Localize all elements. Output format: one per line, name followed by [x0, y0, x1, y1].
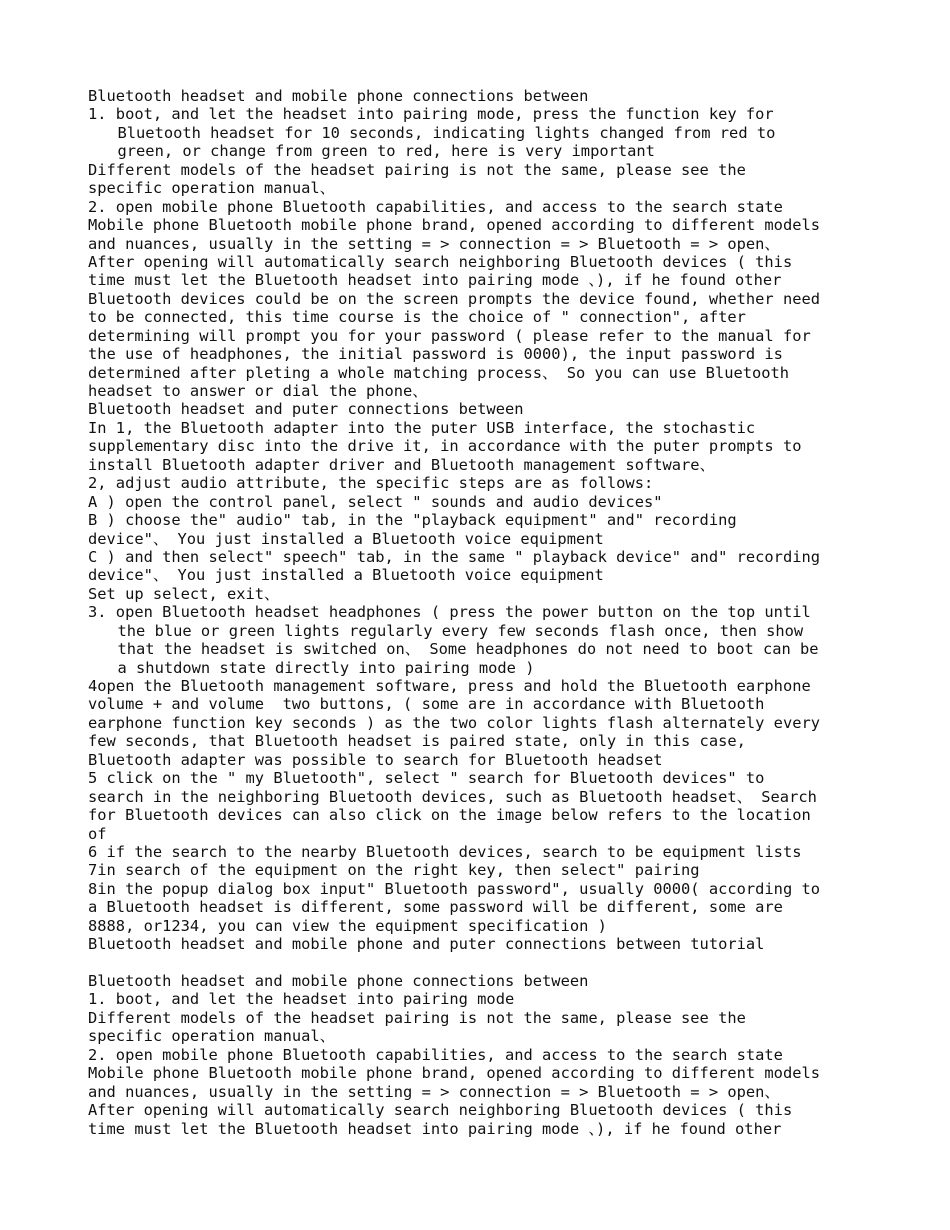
- text-line: to be connected, this time course is the choice of " connection", after: [88, 308, 746, 327]
- text-line: the use of headphones, the initial password is 0000), the input password is: [88, 345, 783, 364]
- text-line: A ) open the control panel, select " sounds and audio devices": [88, 492, 663, 511]
- text-line: After opening will automatically search neighboring Bluetooth devices ( this: [88, 1101, 793, 1120]
- text-line: 8888, or1234, you can view the equipment specification ): [88, 916, 607, 935]
- text-line: a shutdown state directly into pairing mode ): [117, 658, 535, 677]
- text-line: C ) and then select" speech" tab, in the same " playback device" and" recording: [88, 547, 821, 566]
- text-line: Bluetooth headset and mobile phone connections between: [88, 87, 589, 105]
- text-line: 5 click on the " my Bluetooth", select " search for Bluetooth devices" to: [88, 769, 765, 788]
- text-line: time must let the Bluetooth headset into pairing mode 、), if he found other: [88, 271, 782, 290]
- text-line: that the headset is switched on、 Some headphones do not need to boot can be: [117, 640, 819, 659]
- text-line: Bluetooth devices could be on the screen prompts the device found, whether need: [88, 289, 821, 308]
- text-line: for Bluetooth devices can also click on the image below refers to the location: [88, 806, 811, 825]
- text-line: 2. open mobile phone Bluetooth capabilities, and access to the search state: [88, 197, 783, 216]
- text-line: In 1, the Bluetooth adapter into the puter USB interface, the stochastic: [88, 418, 756, 437]
- text-line: and nuances, usually in the setting = > connection = > Bluetooth = > open、: [88, 234, 780, 253]
- text-line: Bluetooth headset and mobile phone connections between: [88, 972, 589, 990]
- text-line: 1. boot, and let the headset into pairing mode: [88, 990, 515, 1009]
- text-line: Bluetooth adapter was possible to search for Bluetooth headset: [88, 750, 663, 769]
- text-line: 3. open Bluetooth headset headphones ( press the power button on the top until: [88, 603, 811, 622]
- text-line: B ) choose the" audio" tab, in the "playback equipment" and" recording: [88, 511, 737, 530]
- text-line: search in the neighboring Bluetooth devices, such as Bluetooth headset、 Search: [88, 787, 817, 806]
- text-line: 8in the popup dialog box input" Bluetooth password", usually 0000( according to: [88, 879, 821, 898]
- text-line: device"、 You just installed a Bluetooth voice equipment: [88, 566, 604, 585]
- text-line: Bluetooth headset for 10 seconds, indicating lights changed from red to: [117, 123, 776, 142]
- text-line: specific operation manual、: [88, 1027, 336, 1046]
- text-line: headset to answer or dial the phone、: [88, 382, 428, 400]
- text-line: few seconds, that Bluetooth headset is paired state, only in this case,: [88, 732, 746, 751]
- text-line: device"、 You just installed a Bluetooth voice equipment: [88, 529, 604, 548]
- text-line: Mobile phone Bluetooth mobile phone brand, opened according to different models: [88, 216, 821, 235]
- text-line: Different models of the headset pairing is not the same, please see the: [88, 1008, 746, 1027]
- text-line: of: [88, 824, 107, 843]
- text-line: install Bluetooth adapter driver and Bluetooth management software、: [88, 455, 715, 474]
- text-line: green, or change from green to red, here is very important: [117, 142, 655, 161]
- text-line: and nuances, usually in the setting = > connection = > Bluetooth = > open、: [88, 1082, 780, 1101]
- text-line: 4open the Bluetooth management software, press and hold the Bluetooth earphone: [88, 677, 811, 695]
- text-line: 6 if the search to the nearby Bluetooth devices, search to be equipment lists: [88, 842, 802, 861]
- text-line: a Bluetooth headset is different, some password will be different, some are: [88, 898, 783, 917]
- text-line: volume + and volume two buttons, ( some are in accordance with Bluetooth: [88, 695, 765, 714]
- text-line: Mobile phone Bluetooth mobile phone brand, opened according to different models: [88, 1064, 821, 1083]
- text-line: time must let the Bluetooth headset into pairing mode 、), if he found other: [88, 1119, 782, 1138]
- text-line: Different models of the headset pairing is not the same, please see the: [88, 160, 746, 179]
- text-line: Set up select, exit、: [88, 584, 280, 603]
- blank-line: [88, 954, 888, 972]
- text-line: 1. boot, and let the headset into pairing mode, press the function key for: [88, 105, 774, 124]
- text-line: supplementary disc into the drive it, in accordance with the puter prompts to: [88, 437, 802, 456]
- text-line: 7in search of the equipment on the right key, then select" pairing: [88, 861, 700, 880]
- text-line: the blue or green lights regularly every few seconds flash once, then show: [117, 621, 804, 640]
- text-line: 2, adjust audio attribute, the specific steps are as follows:: [88, 474, 654, 493]
- text-line: 2. open mobile phone Bluetooth capabilities, and access to the search state: [88, 1045, 783, 1064]
- document-page: [88, 87, 888, 1138]
- text-line: Bluetooth headset and mobile phone and puter connections between tutorial: [88, 935, 765, 954]
- text-line: determining will prompt you for your password ( please refer to the manual for: [88, 326, 811, 345]
- text-line: Bluetooth headset and puter connections between: [88, 400, 524, 419]
- text-line: After opening will automatically search neighboring Bluetooth devices ( this: [88, 252, 793, 271]
- text-line: earphone function key seconds ) as the two color lights flash alternately every: [88, 713, 821, 732]
- text-line: specific operation manual、: [88, 179, 336, 198]
- text-line: determined after pleting a whole matching process、 So you can use Bluetooth: [88, 363, 790, 382]
